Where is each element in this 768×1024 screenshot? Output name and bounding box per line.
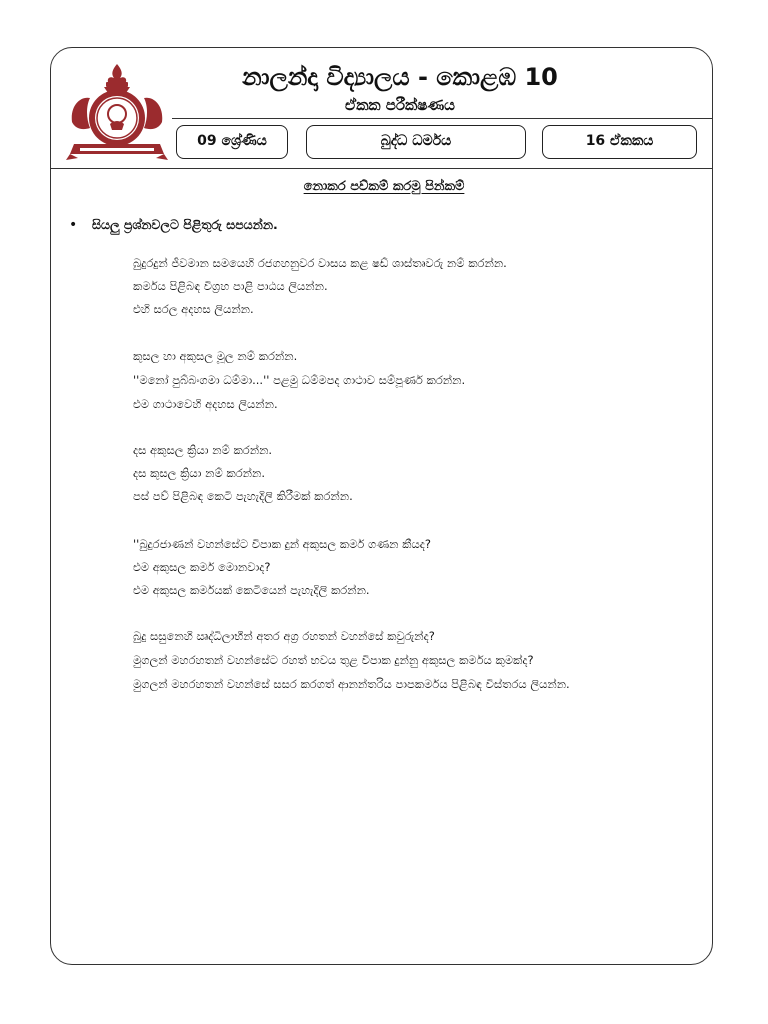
header-divider (172, 118, 713, 119)
question-item: එම අකුසල කර්ම මොනවාද? (133, 560, 271, 574)
question-item: කුසල හා අකුසල මූල නම් කරන්න. (133, 349, 298, 363)
question-item: එම අකුසල කර්මයක් කෙටියෙන් පැහැදිලි කරන්න. (133, 583, 370, 597)
question-item: මුගලන් මහරහතන් වහන්සේට රහත් භවය තුළ විපාක දුන්නු අකුසල කර්මය කුමක්ද? (133, 653, 534, 667)
school-title: නාලන්දා විද්‍යාලය - කොළඹ 10 (242, 63, 558, 91)
question-item: ''බුදුරජාණන් වහන්සේට විපාක දුන් අකුසල කර්ම ගණන කීයද? (133, 537, 431, 551)
question-item: දස අකුසල ක්‍රියා නම් කරන්න. (133, 443, 273, 457)
question-item: පස් පව් පිළිබඳ කෙටි පැහැදිලි කිරීමක් කරන්න. (133, 489, 353, 503)
instruction-text: සියලු ප්‍රශ්නවලට පිළිතුරු සපයන්න. (92, 217, 278, 232)
school-crest-icon (66, 62, 168, 162)
question-item: බුදුරදුන් ජීවමාන සමයෙහි රජගහනුවර වාසය කළ ෂඩ් ශාස්තෘවරු නම් කරන්න. (133, 256, 507, 270)
subject-box: බුද්ධ ධර්මය (306, 125, 526, 159)
section-title-text: නොකර පව්කම් කරමු පින්කම් (303, 179, 465, 194)
grade-box: 09 ශ්‍රේණිය (176, 125, 288, 159)
section-title (214, 177, 554, 197)
section-divider (51, 168, 713, 169)
bullet-icon: • (69, 217, 78, 233)
question-item: බුදු සසුනෙහි ඍද්ධිලාභීන් අතර අග්‍ර රහතන් වහන්සේ කවුරුන්ද? (133, 629, 435, 643)
question-item: කර්මය පිළිබඳ විග්‍රහ පාළි පාඨය ලියන්න. (133, 279, 328, 293)
exam-subtitle: ඒකක පරීක්ෂණය (345, 96, 455, 114)
unit-box: 16 ඒකකය (542, 125, 697, 159)
question-item: මුගලන් මහරහතන් වහන්සේ සසර කරගත් ආනන්තරිය පාපකර්මය පිළිබඳ විස්තරය ලියන්න. (133, 677, 570, 691)
question-item: දස කුසල ක්‍රියා නම් කරන්න. (133, 466, 265, 480)
question-item: ''මනෝ පුබ්බංගමා ධම්මා...'' පළමු ධම්මපද ගාථාව සම්පූර්ණ කරන්න. (133, 373, 466, 387)
question-item: එම ගාථාවෙහි අදහස ලියන්න. (133, 397, 278, 411)
question-item: එහි සරල අදහස ලියන්න. (133, 302, 254, 316)
